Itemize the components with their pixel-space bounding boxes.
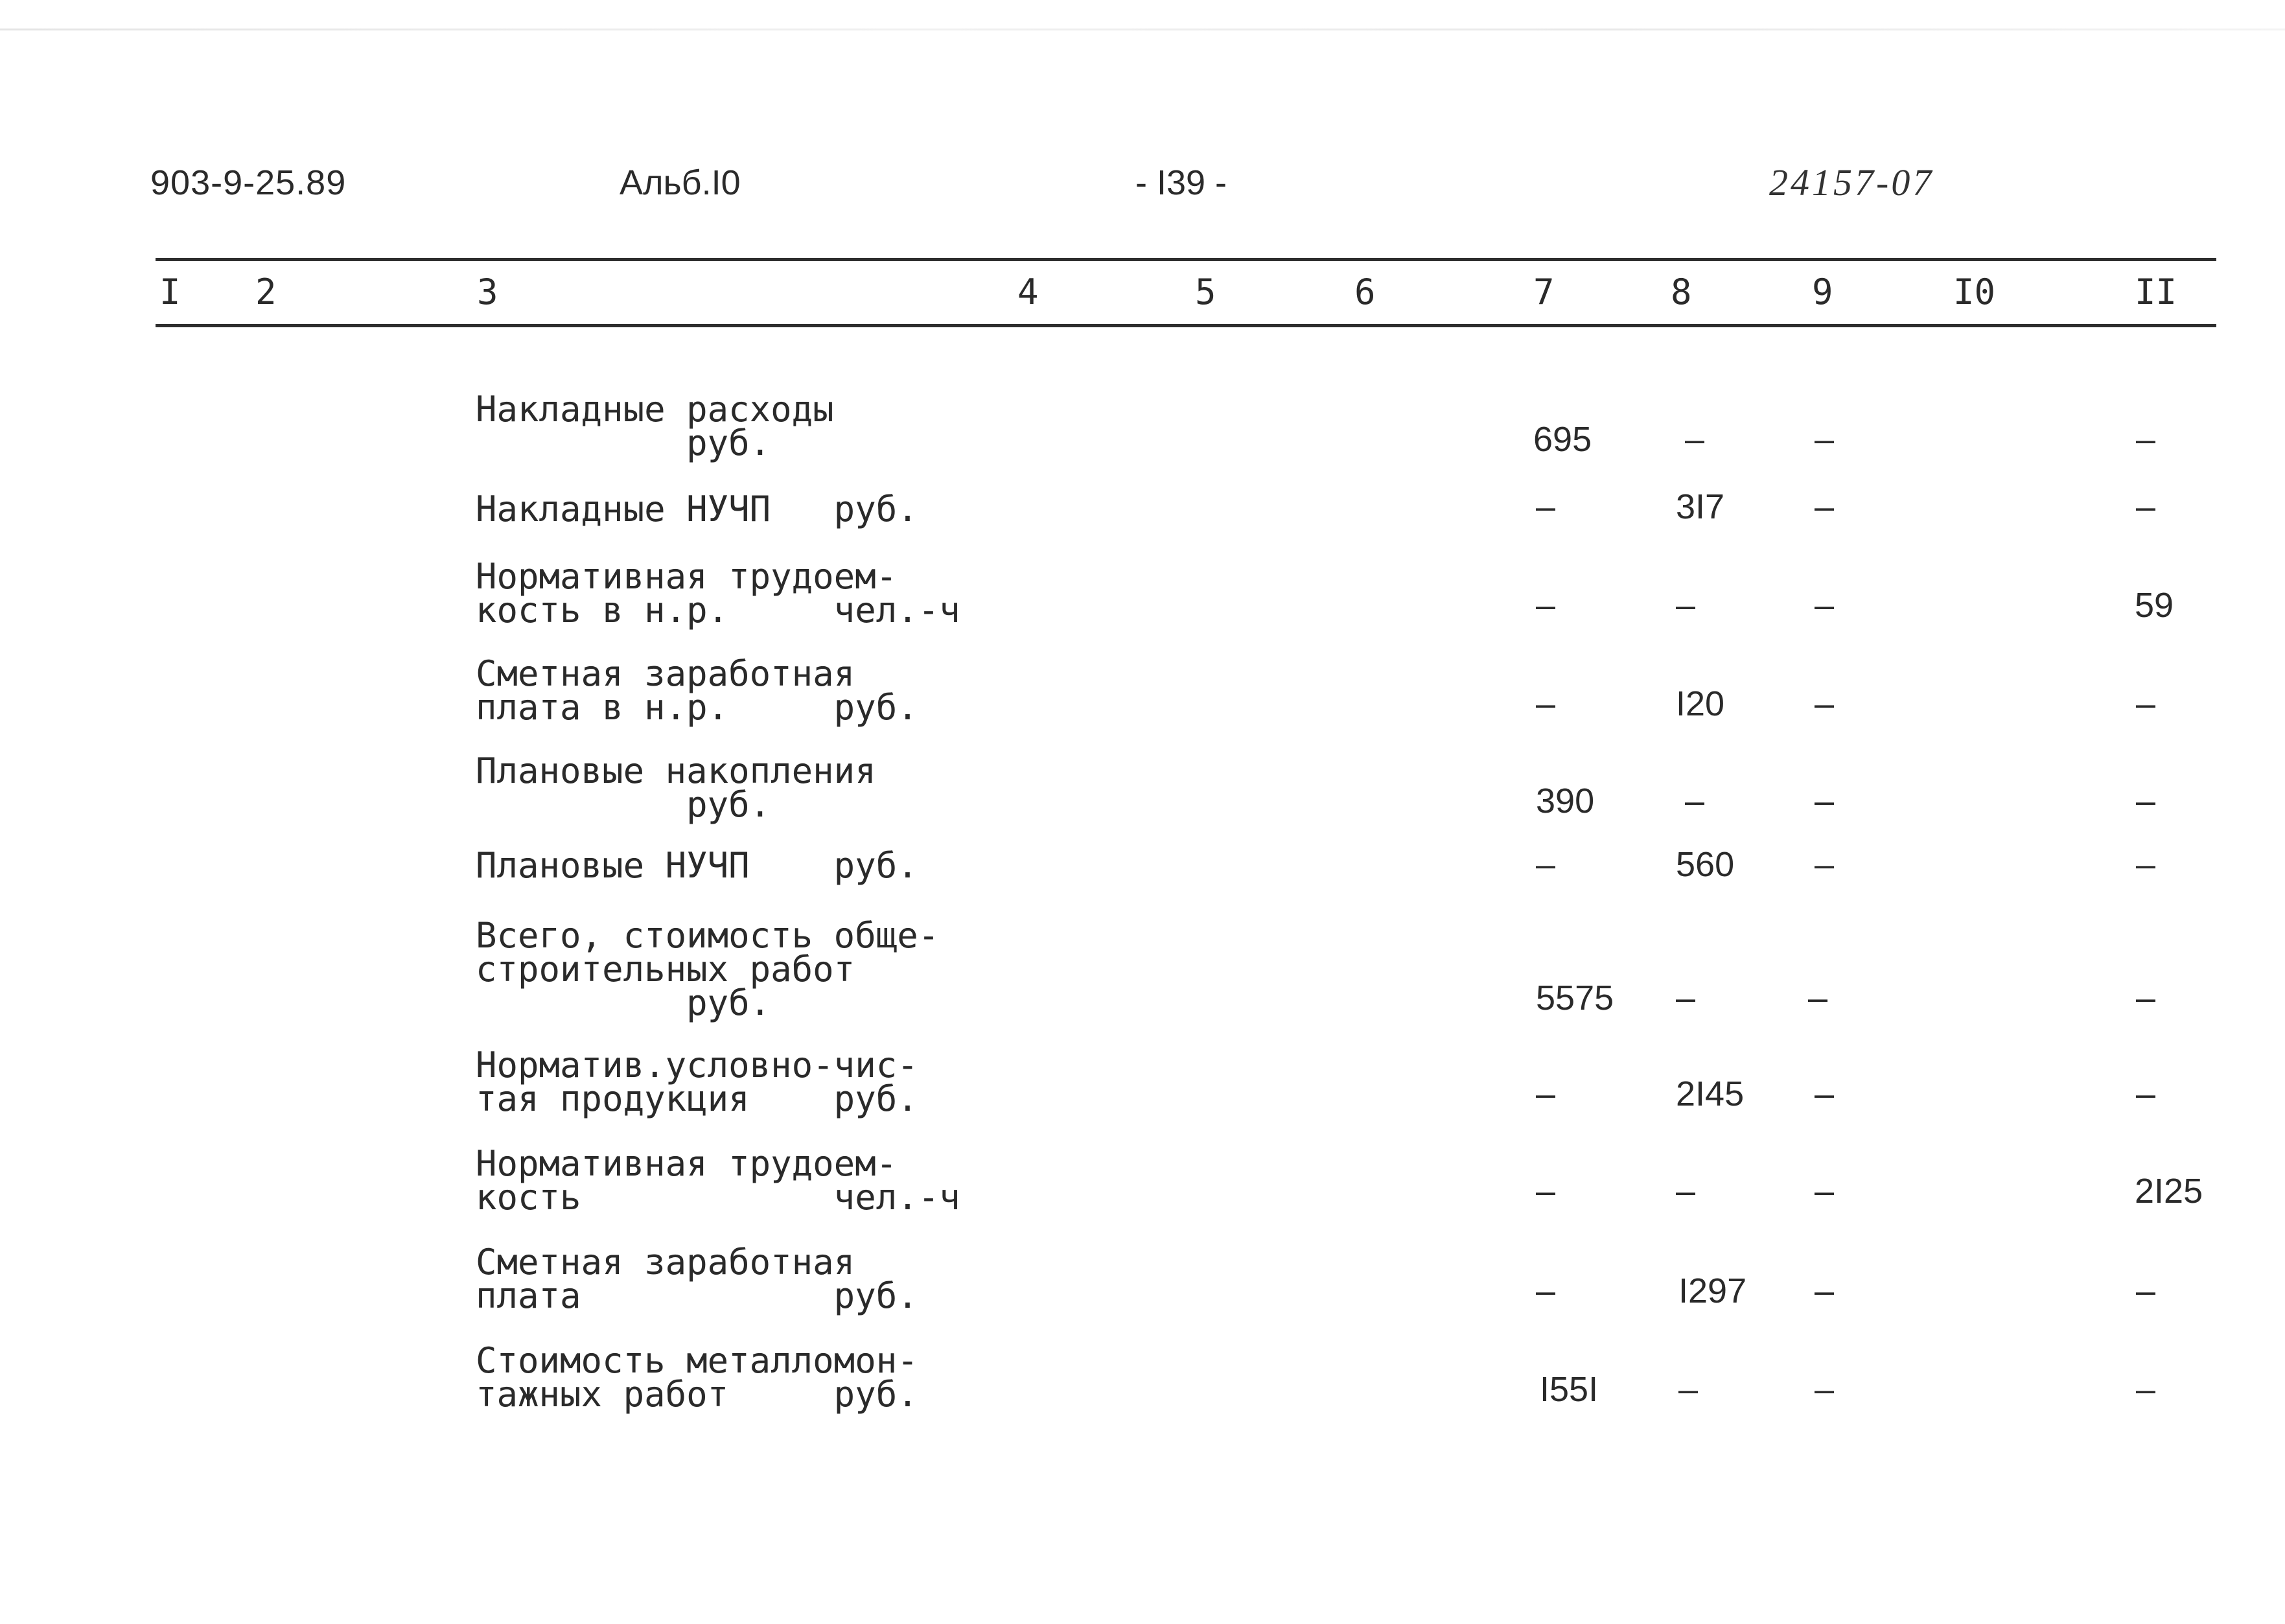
cell-total-construction-c7: 5575 [1536,979,1614,1017]
cell-total-construction-c11: – [2136,979,2156,1017]
column-header-4: 4 [1017,272,1039,312]
cell-overhead-c8: – [1685,420,1705,459]
row-label-wages-nr: Сметная заработная плата в н.р. руб. [476,653,918,728]
cell-wages-c9: – [1815,1271,1835,1310]
cell-planned-savings-c9: – [1815,782,1835,820]
cell-net-output-c8: 2I45 [1676,1074,1745,1113]
cell-labor-norm-c11: 2I25 [2135,1172,2203,1211]
column-header-7: 7 [1533,272,1555,312]
column-header-11: II [2135,272,2177,312]
cell-labor-norm-c8: – [1676,1172,1696,1211]
cell-metal-assembly-c7: I55I [1540,1370,1599,1409]
column-header-9: 9 [1812,272,1833,312]
document-code: 903-9-25.89 [150,163,347,202]
column-header-6: 6 [1354,272,1376,312]
row-label-metal-assembly: Стоимость металломон- тажных работ руб. [476,1340,918,1415]
cell-net-output-c11: – [2136,1074,2156,1113]
cell-total-construction-c9: – [1808,979,1828,1017]
column-header-3: 3 [477,272,498,312]
cell-labor-norm-c9: – [1815,1172,1835,1211]
page-number: - I39 - [1135,163,1227,202]
cell-overhead-c11: – [2136,420,2156,459]
cell-labor-norm-nr-c7: – [1536,586,1556,625]
column-header-2: 2 [255,272,277,312]
cell-planned-savings-c11: – [2136,782,2156,820]
cell-planned-savings-c7: 390 [1536,782,1595,820]
column-header-8: 8 [1671,272,1692,312]
cell-net-output-c7: – [1536,1074,1556,1113]
column-header-10: I0 [1953,272,1996,312]
scan-edge [0,29,2285,30]
cell-metal-assembly-c9: – [1815,1370,1835,1409]
cell-net-output-c9: – [1815,1074,1835,1113]
cell-overhead-nuchp-c8: 3I7 [1676,487,1725,526]
cell-planned-nuchp-c7: – [1536,845,1556,884]
cell-metal-assembly-c8: – [1678,1370,1699,1409]
cell-overhead-nuchp-c7: – [1536,487,1556,526]
cell-planned-nuchp-c9: – [1815,845,1835,884]
column-header-5: 5 [1195,272,1216,312]
cell-overhead-c9: – [1815,420,1835,459]
cell-total-construction-c8: – [1676,979,1696,1017]
table-header-rule [156,324,2216,327]
row-label-overhead-nuchp: Накладные НУЧП руб. [476,489,918,529]
cell-planned-savings-c8: – [1685,782,1705,820]
row-label-labor-norm-nr: Нормативная трудоем- кость в н.р. чел.-ч [476,556,960,631]
cell-labor-norm-nr-c11: 59 [2135,586,2174,625]
cell-wages-c8: I297 [1678,1271,1747,1310]
cell-overhead-nuchp-c11: – [2136,487,2156,526]
row-label-planned-savings: Плановые накопления руб. [476,750,876,825]
cell-planned-nuchp-c11: – [2136,845,2156,884]
row-label-planned-nuchp: Плановые НУЧП руб. [476,845,918,886]
cell-wages-nr-c11: – [2136,684,2156,723]
cell-wages-c7: – [1536,1271,1556,1310]
column-header-1: I [159,272,181,312]
cell-labor-norm-nr-c9: – [1815,586,1835,625]
cell-overhead-c7: 695 [1533,420,1592,459]
handwritten-doc-number: 24157-07 [1769,161,1934,203]
album-number: Альб.I0 [620,163,741,202]
cell-metal-assembly-c11: – [2136,1370,2156,1409]
cell-overhead-nuchp-c9: – [1815,487,1835,526]
row-label-total-construction: Всего, стоимость обще- строительных работ руб. [476,915,940,1023]
cell-wages-c11: – [2136,1271,2156,1310]
cell-labor-norm-c7: – [1536,1172,1556,1211]
cell-planned-nuchp-c8: 560 [1676,845,1735,884]
row-label-wages: Сметная заработная плата руб. [476,1242,918,1316]
cell-wages-nr-c8: I20 [1676,684,1725,723]
row-label-overhead: Накладные расходы руб. [476,389,834,463]
cell-wages-nr-c9: – [1815,684,1835,723]
row-label-net-output: Норматив.условно-чис- тая продукция руб. [476,1045,918,1119]
table-top-rule [156,258,2216,261]
cell-wages-nr-c7: – [1536,684,1556,723]
row-label-labor-norm: Нормативная трудоем- кость чел.-ч [476,1143,960,1218]
cell-labor-norm-nr-c8: – [1676,586,1696,625]
